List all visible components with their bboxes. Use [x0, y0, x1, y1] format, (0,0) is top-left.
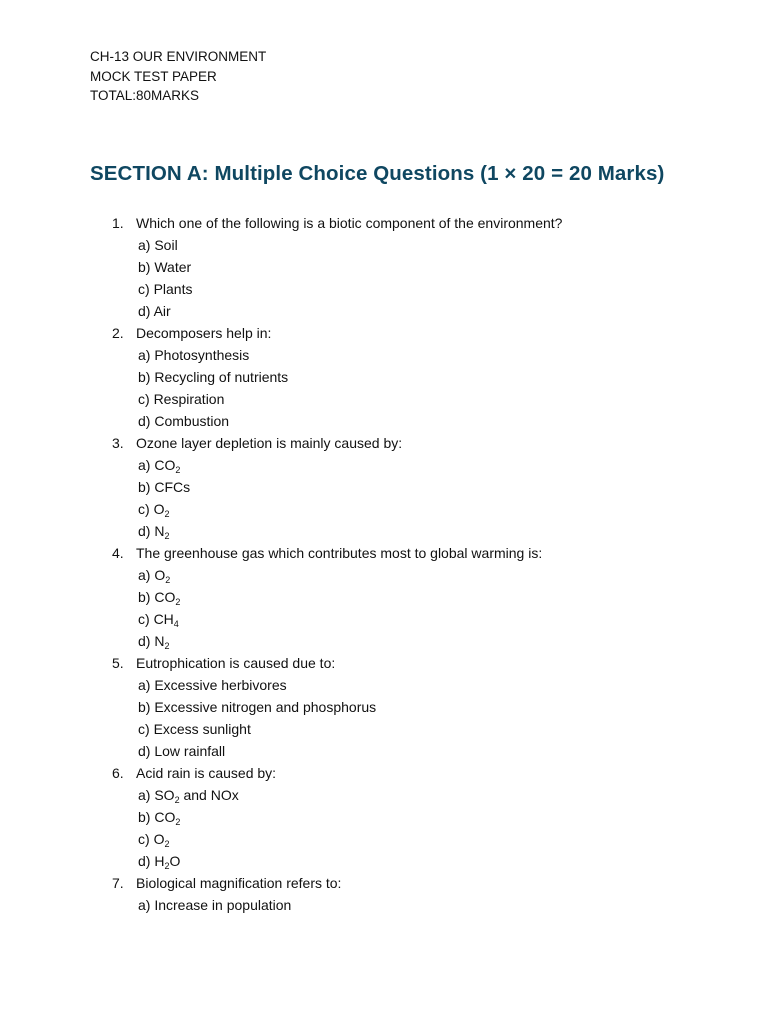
- question-text: Acid rain is caused by:: [136, 765, 277, 781]
- option-label: a): [138, 457, 155, 473]
- question-text: Decomposers help in:: [136, 325, 272, 341]
- option-label: b): [138, 809, 155, 825]
- option-item: [0, 718, 768, 740]
- option-label: b): [138, 259, 155, 275]
- option-text: H: [154, 853, 165, 869]
- option-text: Air: [153, 303, 171, 319]
- option: [138, 388, 224, 410]
- question-number: 4.: [112, 545, 124, 561]
- option-text: CH: [153, 611, 174, 627]
- option: [138, 564, 170, 586]
- option-item: [0, 850, 768, 872]
- option: [138, 630, 169, 652]
- option-text: CO: [154, 457, 176, 473]
- option-subscript: 2: [164, 839, 170, 849]
- option: [138, 828, 169, 850]
- option: [138, 498, 169, 520]
- option-item: [0, 586, 768, 608]
- option-text: N: [154, 633, 165, 649]
- option: [138, 410, 229, 432]
- question-number: 6.: [112, 765, 124, 781]
- option-item: [0, 256, 768, 278]
- option-item: [0, 520, 768, 542]
- option-label: d): [138, 303, 154, 319]
- option-label: c): [138, 611, 154, 627]
- option-subscript: 2: [164, 641, 170, 651]
- option: [138, 850, 180, 872]
- option-label: a): [138, 567, 155, 583]
- paper-header: [90, 47, 266, 106]
- question-item: [0, 762, 768, 784]
- option: [138, 674, 287, 696]
- chapter-title: CH-13 OUR ENVIRONMENT: [90, 49, 267, 64]
- option: [138, 696, 376, 718]
- option-label: c): [138, 391, 154, 407]
- option: [138, 344, 249, 366]
- option-subscript: 2: [164, 861, 170, 871]
- paper-type: MOCK TEST PAPER: [90, 68, 217, 84]
- option: [138, 740, 225, 762]
- option-label: c): [138, 281, 154, 297]
- option-text: Respiration: [153, 391, 225, 407]
- option-label: b): [138, 589, 155, 605]
- option-item: [0, 344, 768, 366]
- option-item: [0, 630, 768, 652]
- option-item: [0, 278, 768, 300]
- option-text: CO: [154, 809, 176, 825]
- option-label: c): [138, 721, 154, 737]
- option-text: Soil: [154, 237, 178, 253]
- option-label: b): [138, 369, 155, 385]
- option-item: [0, 498, 768, 520]
- option-item: [0, 366, 768, 388]
- option-text: CO: [154, 589, 176, 605]
- option: [138, 476, 190, 498]
- option-item: [0, 784, 768, 806]
- option-subscript: 4: [173, 619, 179, 629]
- option: [138, 366, 288, 388]
- option-label: a): [138, 787, 155, 803]
- option-text-after: and NOx: [179, 787, 239, 803]
- option: [138, 894, 291, 916]
- option-text-after: O: [169, 853, 181, 869]
- option-text: Recycling of nutrients: [154, 369, 289, 385]
- option-item: [0, 696, 768, 718]
- option-label: a): [138, 897, 155, 913]
- option: [138, 300, 171, 322]
- option-item: [0, 388, 768, 410]
- question-number: 1.: [112, 215, 124, 231]
- option-subscript: 2: [164, 509, 170, 519]
- option-text: Excessive nitrogen and phosphorus: [154, 699, 377, 715]
- option-item: [0, 234, 768, 256]
- option-label: c): [138, 501, 154, 517]
- option-text: Low rainfall: [154, 743, 226, 759]
- option-text: O: [154, 567, 166, 583]
- option-text: Excessive herbivores: [154, 677, 287, 693]
- question-text: Eutrophication is caused due to:: [136, 655, 336, 671]
- question-text: Ozone layer depletion is mainly caused by:: [136, 435, 403, 451]
- option-subscript: 2: [164, 531, 170, 541]
- option-item: [0, 806, 768, 828]
- question-text: The greenhouse gas which contributes most to global warming is:: [136, 545, 543, 561]
- option-item: [0, 674, 768, 696]
- option-label: d): [138, 413, 155, 429]
- option: [138, 520, 169, 542]
- option: [138, 256, 191, 278]
- option-subscript: 2: [175, 817, 181, 827]
- question-text: Which one of the following is a biotic component of the environment?: [136, 215, 563, 231]
- option-subscript: 2: [175, 465, 181, 475]
- question-number: 3.: [112, 435, 124, 451]
- option-label: b): [138, 699, 155, 715]
- option-label: b): [138, 479, 155, 495]
- option: [138, 608, 179, 630]
- option-subscript: 2: [175, 597, 181, 607]
- option-text: Photosynthesis: [154, 347, 250, 363]
- question-text: Biological magnification refers to:: [136, 875, 342, 891]
- option-item: [0, 300, 768, 322]
- question-number: 2.: [112, 325, 124, 341]
- question-number: 5.: [112, 655, 124, 671]
- question-item: [0, 432, 768, 454]
- question-item: [0, 652, 768, 674]
- option-text: N: [154, 523, 165, 539]
- option-text: Plants: [153, 281, 193, 297]
- option: [138, 784, 239, 806]
- option: [138, 718, 251, 740]
- option-text: CFCs: [154, 479, 191, 495]
- option-item: [0, 476, 768, 498]
- option-text: O: [153, 501, 165, 517]
- option-text: Increase in population: [154, 897, 292, 913]
- option-item: [0, 894, 768, 916]
- option: [138, 806, 180, 828]
- option-item: [0, 740, 768, 762]
- question-item: [0, 872, 768, 894]
- option-text: Water: [154, 259, 192, 275]
- option-text: Excess sunlight: [153, 721, 251, 737]
- option-label: a): [138, 237, 155, 253]
- question-item: [0, 322, 768, 344]
- option-subscript: 2: [165, 575, 171, 585]
- option-label: a): [138, 677, 155, 693]
- option-item: [0, 608, 768, 630]
- section-title: SECTION A: Multiple Choice Questions (1 × 20 = 20 Marks): [90, 162, 665, 185]
- option-label: d): [138, 743, 155, 759]
- option: [138, 586, 180, 608]
- question-number: 7.: [112, 875, 124, 891]
- total-marks: TOTAL:80MARKS: [90, 88, 200, 103]
- option-label: a): [138, 347, 155, 363]
- option-label: d): [138, 633, 155, 649]
- option-subscript: 2: [174, 795, 180, 805]
- option-label: c): [138, 831, 154, 847]
- option-label: d): [138, 853, 155, 869]
- option: [138, 278, 192, 300]
- option-text: Combustion: [154, 413, 230, 429]
- question-list: [0, 212, 768, 916]
- option: [138, 234, 178, 256]
- option-text: SO: [154, 787, 175, 803]
- option-item: [0, 410, 768, 432]
- option-label: d): [138, 523, 155, 539]
- question-item: [0, 212, 768, 234]
- option: [138, 454, 180, 476]
- question-item: [0, 542, 768, 564]
- option-text: O: [153, 831, 165, 847]
- option-item: [0, 564, 768, 586]
- option-item: [0, 828, 768, 850]
- option-item: [0, 454, 768, 476]
